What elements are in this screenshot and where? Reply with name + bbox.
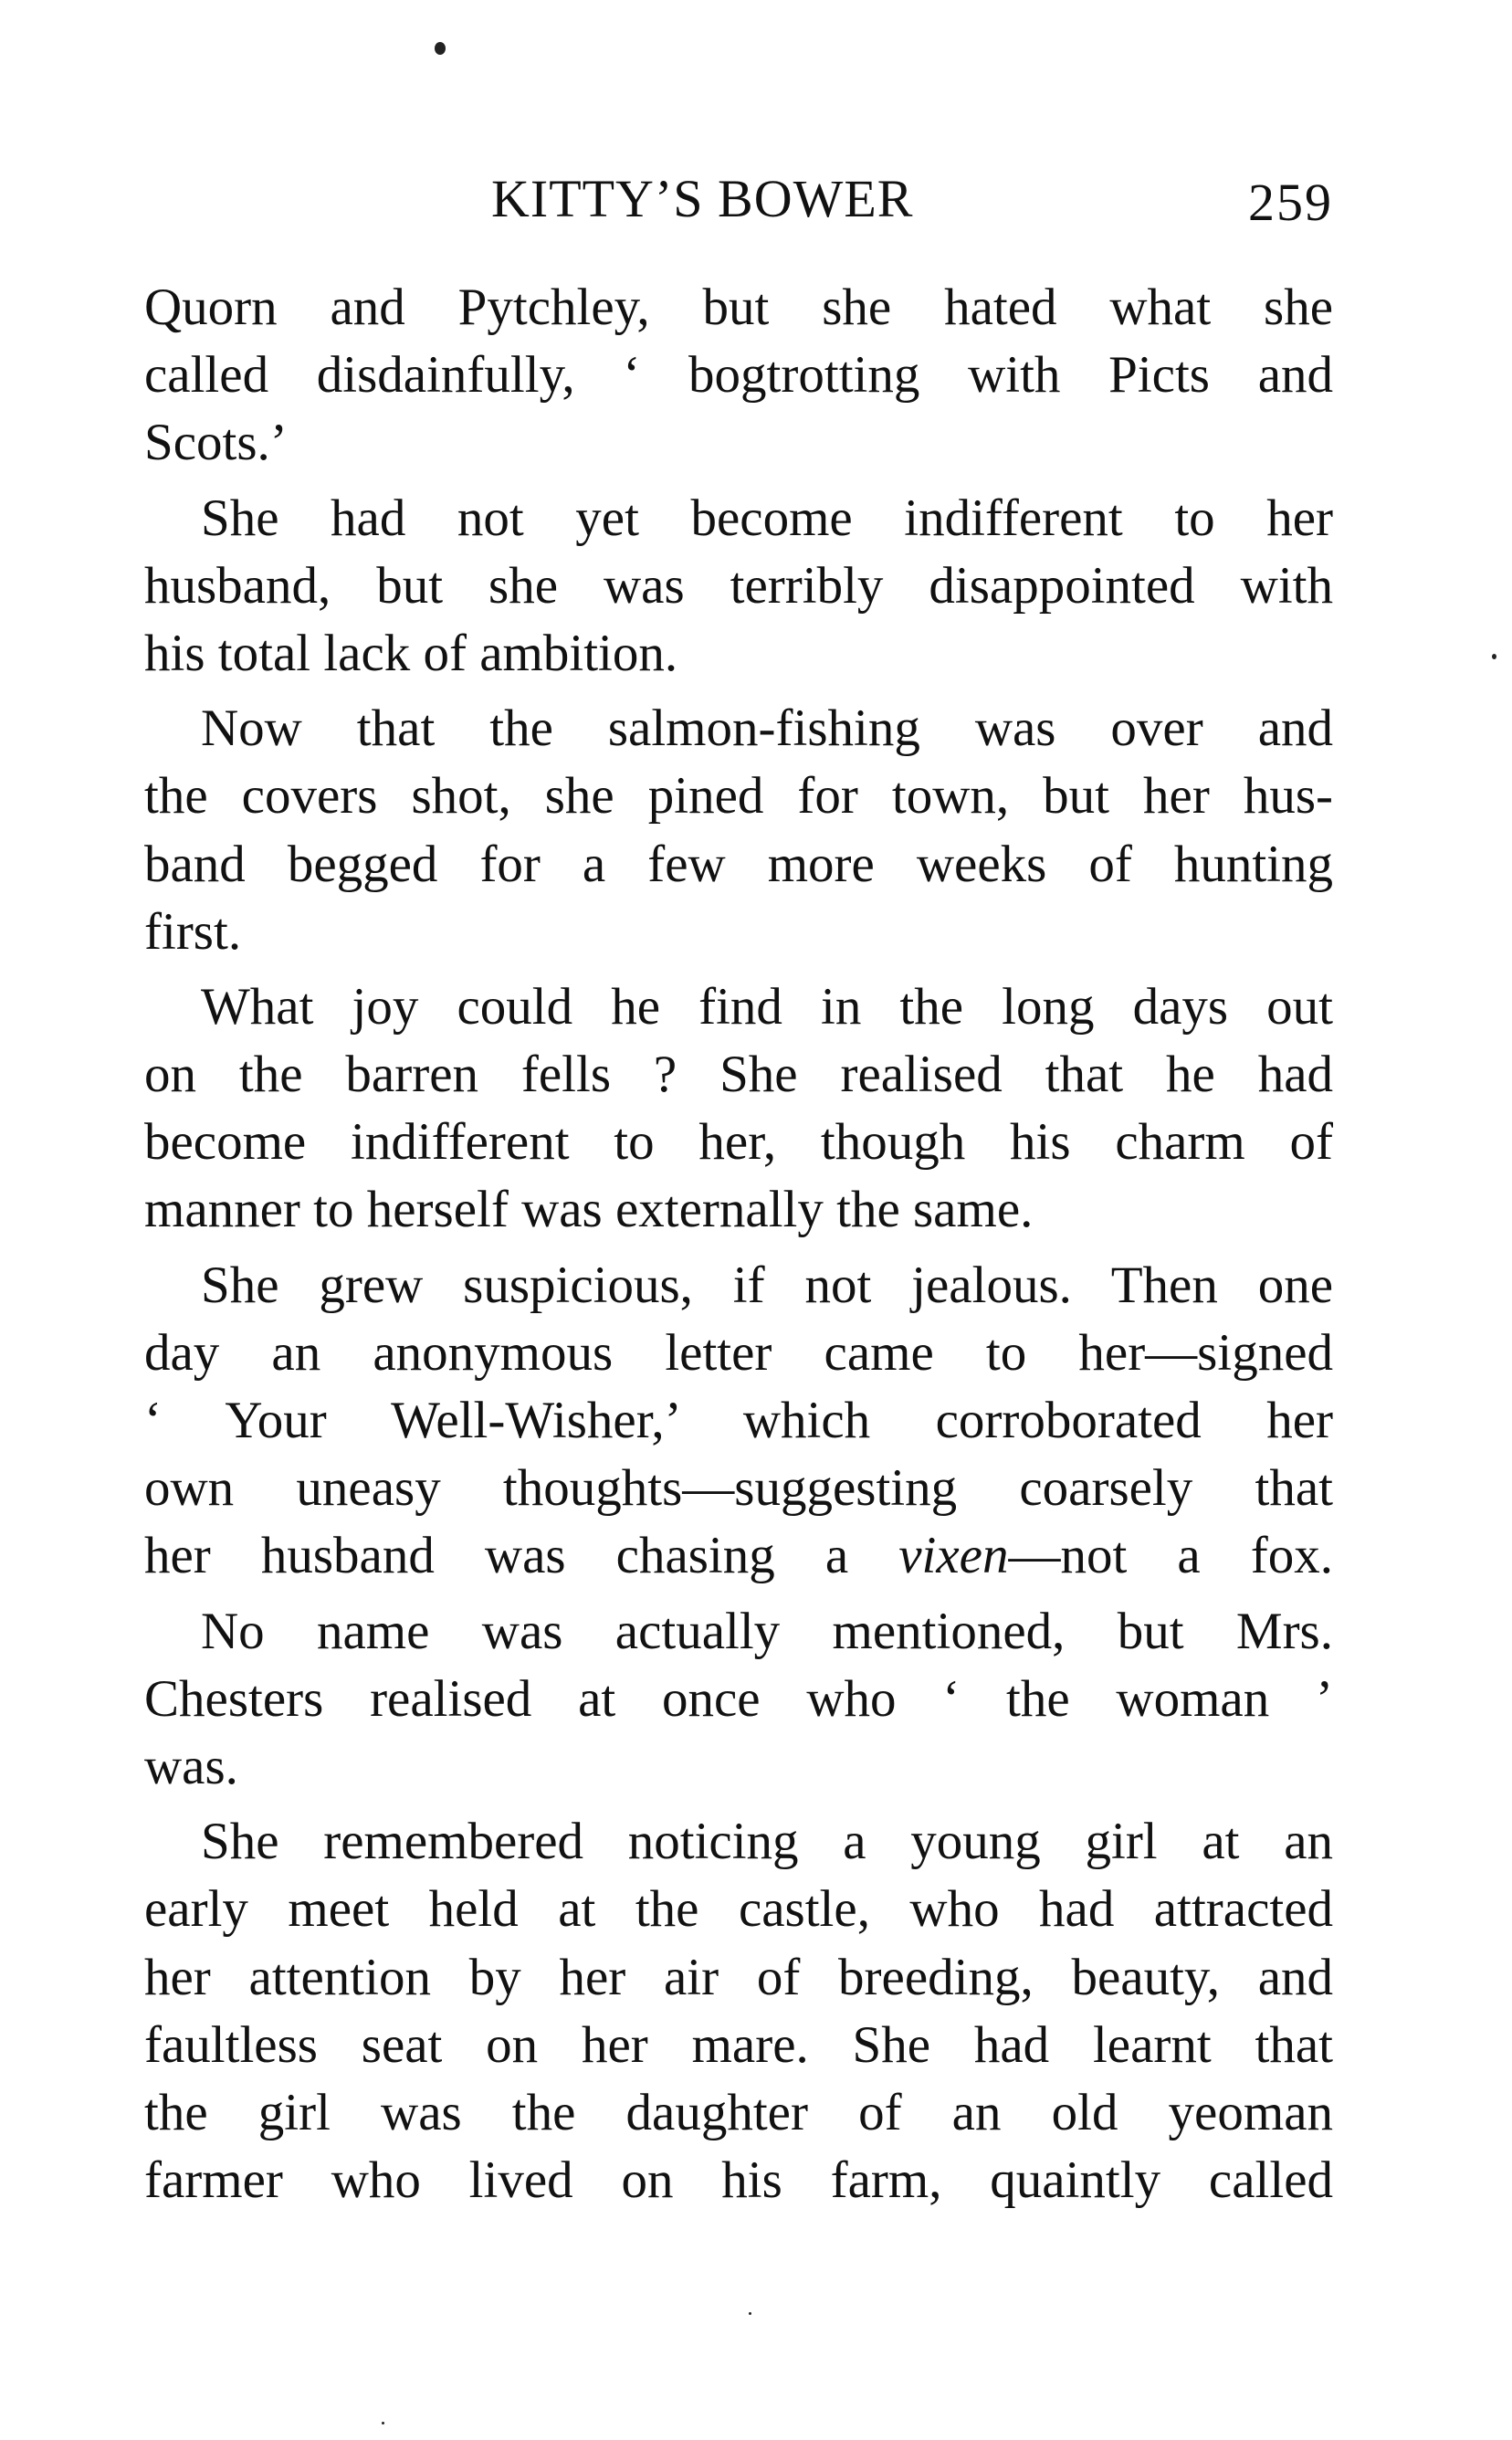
ink-speck-top: [435, 42, 446, 55]
text-line: faultless seat on her mare. She had learnt that: [144, 2015, 1333, 2074]
italic-word: vixen: [898, 1527, 1009, 1585]
text-line: Chesters realised at once who ‘ the woman ’: [144, 1669, 1333, 1728]
paragraph-start-line: She remembered noticing a young girl at an: [201, 1813, 1333, 1871]
ink-speck-bottom-1: [749, 2312, 751, 2315]
body-text: [144, 274, 1333, 2214]
text-segment: —not a fox.: [1008, 1527, 1334, 1585]
paragraph-start-line: Now that the salmon-fishing was over and: [201, 699, 1333, 758]
text-line: day an anonymous letter came to her—signed: [144, 1323, 1333, 1382]
text-line: was.: [144, 1737, 238, 1795]
text-line: Quorn and Pytchley, but she hated what she: [144, 279, 1333, 336]
text-line: Scots.’: [144, 414, 288, 472]
text-line: the covers shot, she pined for town, but her hus-: [144, 767, 1333, 826]
text-line: become indifferent to her, though his charm of: [144, 1113, 1333, 1172]
page-number: 259: [1248, 173, 1333, 232]
text-line: band begged for a few more weeks of hunting: [144, 835, 1333, 893]
ink-speck-right: [1492, 654, 1496, 659]
paragraph-start-line: No name was actually mentioned, but Mrs.: [201, 1602, 1333, 1660]
text-line: manner to herself was externally the same.: [144, 1181, 1034, 1239]
running-head: KITTY’S BOWER: [491, 169, 914, 228]
text-line: own uneasy thoughts—suggesting coarsely that: [144, 1459, 1333, 1518]
page-header: [144, 163, 1333, 236]
text-line: farmer who lived on his farm, quaintly called: [144, 2151, 1333, 2210]
text-line: on the barren fells ? She realised that he had: [144, 1046, 1333, 1104]
text-line: husband, but she was terribly disappointed with: [144, 556, 1333, 615]
text-segment: her husband was chasing a: [144, 1527, 849, 1585]
paragraph-start-line: What joy could he find in the long days out: [201, 977, 1333, 1036]
paragraph-start-line: She grew suspicious, if not jealous. Then one: [201, 1256, 1333, 1314]
paragraph-start-line: She had not yet become indifferent to her: [201, 489, 1333, 547]
text-line: ‘ Your Well-Wisher,’ which corroborated her: [144, 1392, 1333, 1449]
text-line: her attention by her air of breeding, beauty, and: [144, 1948, 1333, 2006]
text-line: his total lack of ambition.: [144, 624, 678, 682]
text-line: first.: [144, 902, 242, 961]
text-line: early meet held at the castle, who had attracted: [144, 1880, 1333, 1939]
text-line-with-italic: [144, 1522, 1333, 1590]
text-line: the girl was the daughter of an old yeoman: [144, 2083, 1333, 2141]
ink-speck-bottom-2: [382, 2422, 384, 2424]
text-line: called disdainfully, ‘ bogtrotting with Picts and: [144, 346, 1333, 405]
